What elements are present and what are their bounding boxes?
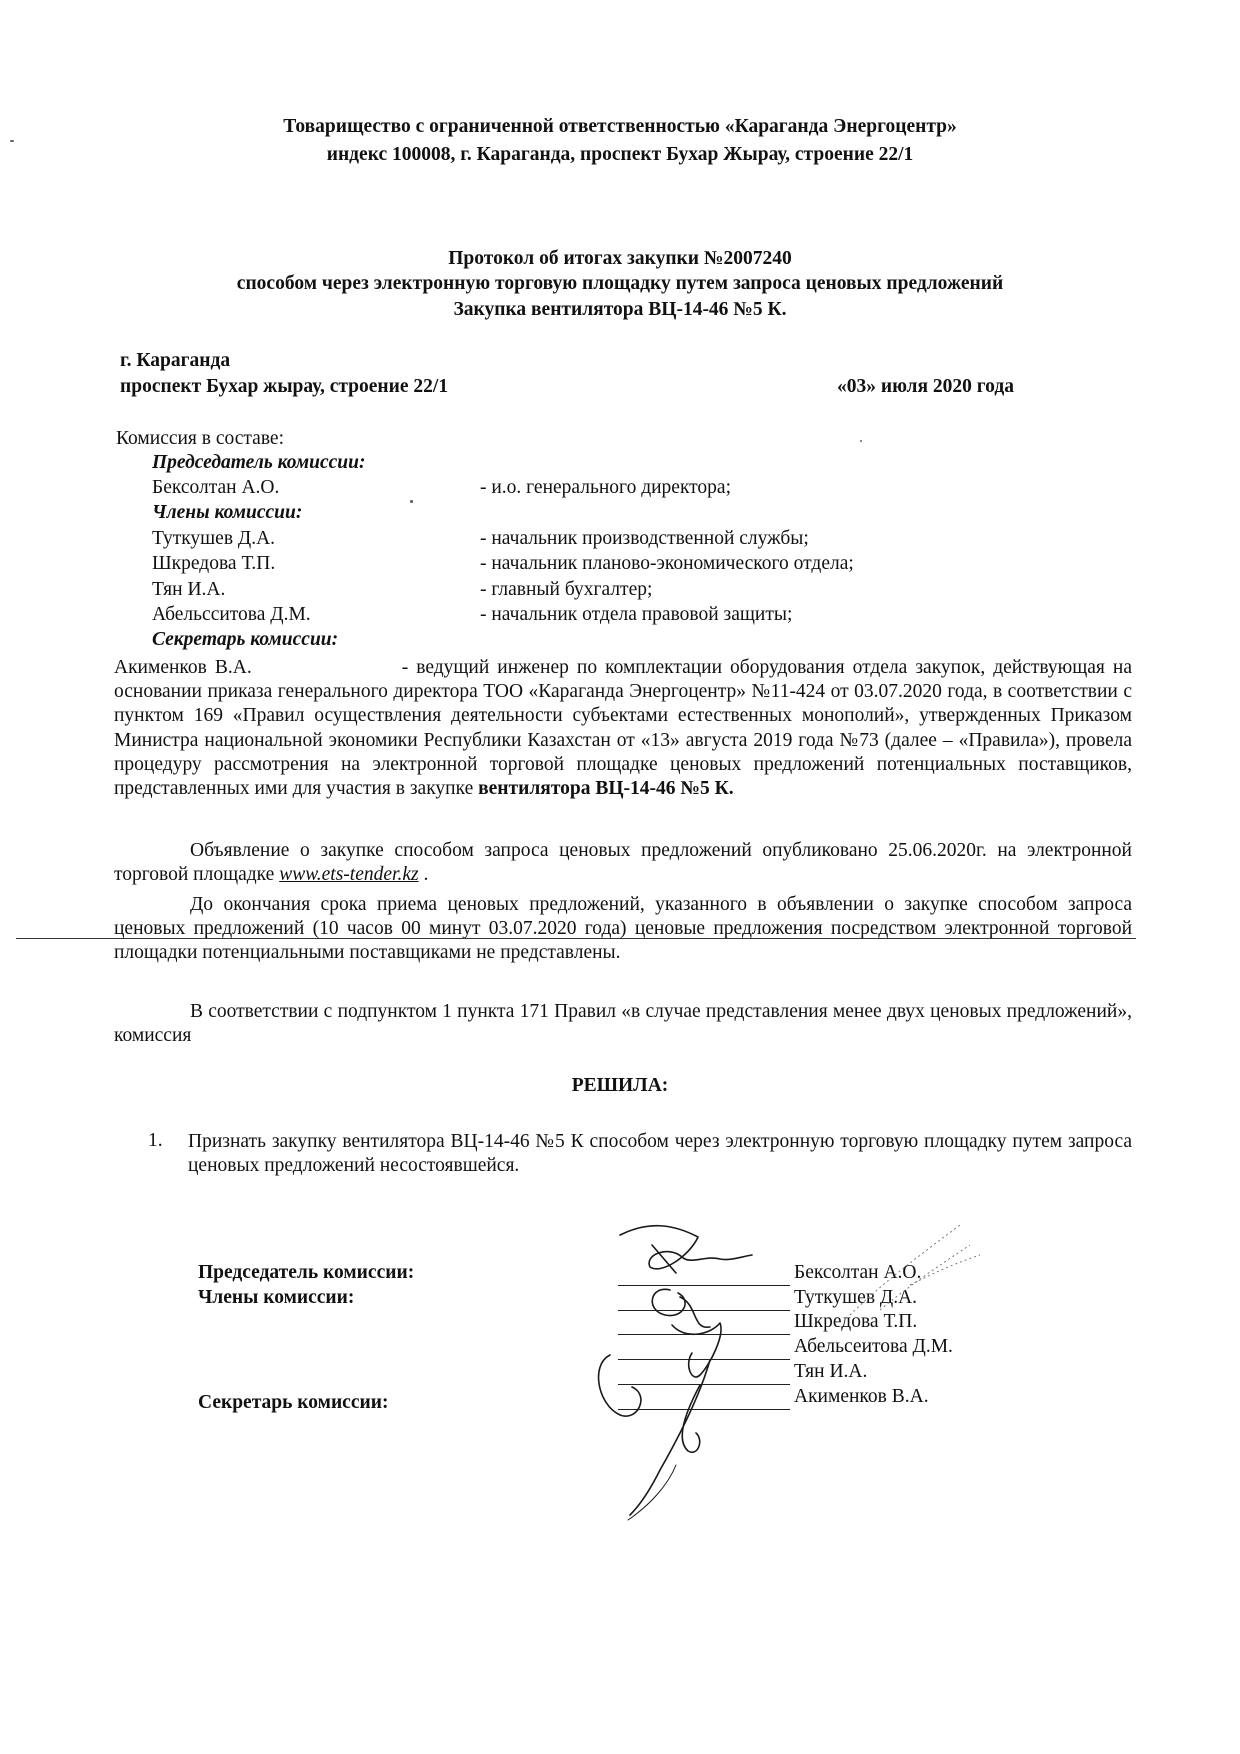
member-name: Шкредова Т.П. — [152, 553, 276, 574]
scan-speck — [860, 440, 862, 442]
signatory-name: Туткушев Д.А. — [794, 1287, 918, 1308]
place-city: г. Караганда — [120, 350, 231, 371]
members-heading: Члены комиссии: — [152, 502, 303, 523]
scan-speck — [10, 140, 14, 142]
sig-members-label: Члены комиссии: — [198, 1287, 355, 1308]
announcement-paragraph — [114, 839, 1132, 887]
member-role: - главный бухгалтер; — [480, 579, 653, 600]
decision-item-text: Признать закупку вентилятора ВЦ-14-46 №5 К способом через электронную торговую площадку путем запроса ценовых предложений несостоявшейся. — [188, 1131, 1132, 1177]
chair-name: Бексолтан А.О. — [152, 477, 280, 498]
scan-artifact-line — [16, 938, 1136, 939]
main-paragraph — [114, 656, 1132, 801]
commission-intro: Комиссия в составе: — [116, 428, 284, 449]
signatory-name: Тян И.А. — [794, 1361, 868, 1382]
member-role: - начальник отдела правовой защиты; — [480, 604, 793, 625]
main-paragraph-text: - ведущий инженер по комплектации оборудования отдела закупок, действующая на основании приказа генерального директора ТОО «Караганда Энергоцентр» №11-424 от 03.07.2020 года, в соответствии с пунктом 169 «Правил осуществления деятельности субъектами естественных монополий», утвержденных Приказом Министра национальной экономики Республики Казахстан от «13» августа 2019 года №73 (далее – «Правила»), провела процедуру рассмотрения на электронной торговой площадке ценовых предложений потенциальных поставщиков, представленных ими для участия в закупке — [114, 657, 1132, 800]
sig-secretary-label: Секретарь комиссии: — [198, 1392, 389, 1413]
org-name: Товарищество с ограниченной ответственностью «Караганда Энергоцентр» — [283, 116, 957, 137]
member-name: Туткушев Д.А. — [152, 528, 276, 549]
signatory-name: Акименков В.А. — [794, 1386, 929, 1407]
member-name: Абельсситова Д.М. — [152, 604, 311, 625]
secretary-name: Акименков В.А. — [114, 657, 252, 678]
org-address: индекс 100008, г. Караганда, проспект Бухар Жырау, строение 22/1 — [326, 144, 914, 165]
scan-speck — [410, 500, 413, 503]
signatory-name: Бексолтан А.О. — [794, 1262, 922, 1283]
deadline-paragraph: До окончания срока приема ценовых предложений, указанного в объявлении о закупке способом запроса ценовых предложений (10 часов 00 минут 03.07.2020 года) ценовые предложения посредством электронной торговой площадки потенциальными поставщиками не представлены. — [114, 894, 1132, 964]
member-role: - начальник производственной службы; — [480, 528, 809, 549]
member-role: - начальник планово-экономического отдела; — [480, 553, 854, 574]
doc-title: Протокол об итогах закупки №2007240 — [448, 248, 792, 269]
basis-paragraph: В соответствии с подпунктом 1 пункта 171 Правил «в случае представления менее двух ценовых предложений», комиссия — [114, 1001, 1132, 1047]
doc-subtitle: способом через электронную торговую площадку путем запроса ценовых предложений — [236, 273, 1004, 294]
announcement-end: . — [418, 864, 429, 886]
secretary-heading: Секретарь комиссии: — [152, 629, 339, 650]
chair-heading: Председатель комиссии: — [152, 452, 366, 473]
chair-role: - и.о. генерального директора; — [480, 477, 732, 498]
protocol-date: «03» июля 2020 года — [837, 376, 1014, 397]
handwritten-signatures — [580, 1215, 1100, 1535]
signatory-name: Шкредова Т.П. — [794, 1311, 918, 1332]
decision-item-number: 1. — [148, 1130, 163, 1151]
signatory-name: Абельсеитова Д.М. — [794, 1336, 953, 1357]
member-name: Тян И.А. — [152, 579, 226, 600]
doc-subject: Закупка вентилятора ВЦ-14-46 №5 К. — [453, 299, 787, 320]
place-street: проспект Бухар жырау, строение 22/1 — [120, 376, 449, 397]
purchase-subject: вентилятора ВЦ-14-46 №5 К. — [478, 778, 734, 800]
platform-link[interactable]: www.ets-tender.kz — [279, 864, 419, 886]
announcement-text: Объявление о закупке способом запроса ценовых предложений опубликовано 25.06.2020г. на электронной торговой площадке — [114, 840, 1132, 886]
decision-heading: РЕШИЛА: — [571, 1075, 669, 1096]
sig-chair-label: Председатель комиссии: — [198, 1262, 415, 1283]
